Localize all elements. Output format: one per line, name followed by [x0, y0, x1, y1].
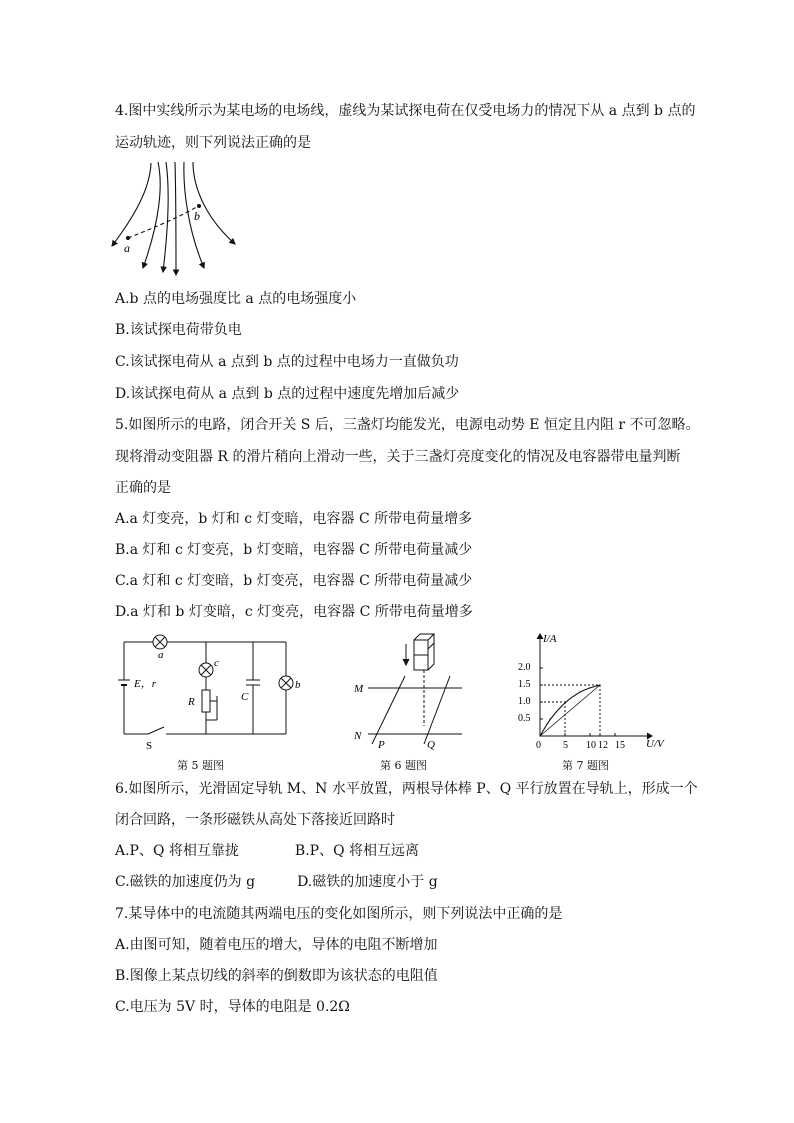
y-axis-label: I/A	[543, 633, 557, 645]
y-tick-label: 1.0	[518, 696, 531, 707]
q7-option-a: A.由图可知，随着电压的增大，导体的电阻不断增加	[115, 937, 438, 953]
label-p: P	[378, 739, 385, 751]
q5-stem-line-3: 正确的是	[115, 480, 171, 496]
fig7-caption: 第 7 题图	[562, 759, 609, 772]
switch-s	[148, 727, 164, 734]
label-capacitor: C	[241, 691, 249, 703]
data-point	[539, 735, 540, 736]
q6-stem-line-1: 6.如图所示，光滑固定导轨 M、N 水平放置，两根导体棒 P、Q 平行放置在导轨上，形成一个	[115, 781, 698, 797]
label-m: M	[354, 683, 364, 695]
q4-option-b: B.该试探电荷带负电	[115, 322, 242, 338]
label-e-r: E，r	[134, 678, 156, 690]
x-tick-label: 5	[563, 740, 568, 751]
q7-stem: 7.某导体中的电流随其两端电压的变化如图所示，则下列说法中正确的是	[115, 906, 563, 922]
q5-option-b: B.a 灯和 c 灯变亮，b 灯变暗，电容器 C 所带电荷量减少	[115, 542, 473, 558]
field-line	[143, 162, 160, 268]
field-line	[112, 163, 151, 246]
label-n: N	[354, 730, 362, 742]
label-a: a	[158, 649, 164, 661]
q4-option-a: A.b 点的电场强度比 a 点的电场强度小	[115, 291, 357, 307]
data-point	[589, 687, 590, 688]
q5-stem-line-2: 现将滑动变阻器 R 的滑片稍向上滑动一些，关于三盏灯亮度变化的情况及电容器带电量判断	[115, 449, 681, 465]
q5-option-c: C.a 灯和 c 灯变暗，b 灯变亮，电容器 C 所带电荷量减少	[115, 573, 473, 589]
q4-option-c: C.该试探电荷从 a 点到 b 点的过程中电场力一直做负功	[115, 354, 459, 370]
fig5-caption: 第 5 题图	[177, 759, 224, 772]
x-tick-label: 15	[615, 740, 625, 751]
q7-option-c: C.电压为 5V 时，导体的电阻是 0.2Ω	[115, 999, 350, 1015]
label-b: b	[295, 679, 301, 691]
data-point	[599, 684, 600, 685]
q6-options-ab: A.P、Q 将相互靠拢 B.P、Q 将相互远离	[115, 843, 419, 859]
x-tick-label: 10	[586, 740, 596, 751]
q5-option-a: A.a 灯变亮，b 灯和 c 灯变暗，电容器 C 所带电荷量增多	[115, 511, 473, 527]
field-line	[193, 162, 235, 244]
fig5-circuit	[108, 628, 301, 753]
label-switch: S	[146, 740, 153, 752]
q4-field-lines-figure	[108, 160, 243, 280]
data-point	[579, 691, 580, 692]
point-a	[126, 236, 130, 240]
q5-option-d: D.a 灯和 b 灯变暗，c 灯变亮，电容器 C 所带电荷量增多	[115, 604, 473, 620]
data-point	[549, 718, 550, 719]
fig6-caption: 第 6 题图	[380, 759, 427, 772]
fig7-iu-chart	[510, 630, 670, 752]
chord-line	[540, 685, 600, 736]
q4-stem-line-2: 运动轨迹，则下列说法正确的是	[115, 135, 311, 151]
rheostat-r	[202, 690, 210, 712]
q7-option-b: B.图像上某点切线的斜率的倒数即为该状态的电阻值	[115, 968, 438, 984]
field-line	[163, 162, 168, 272]
q6-options-cd: C.磁铁的加速度仍为 g D.磁铁的加速度小于 g	[115, 874, 438, 890]
point-b	[197, 204, 201, 208]
q6-stem-line-2: 闭合回路，一条形磁铁从高处下落接近回路时	[115, 812, 395, 828]
y-tick-label: 0.5	[518, 713, 531, 724]
label-c: c	[214, 657, 219, 669]
data-point	[564, 701, 565, 702]
label-b: b	[194, 209, 200, 223]
q4-option-d: D.该试探电荷从 a 点到 b 点的过程中速度先增加后减少	[115, 386, 460, 402]
label-a: a	[124, 241, 130, 255]
q4-stem-line-1: 4.图中实线所示为某电场的电场线，虚线为某试探电荷在仅受电场力的情况下从 a 点到 b 点的	[115, 103, 696, 119]
label-q: Q	[427, 739, 435, 751]
origin-label: 0	[536, 740, 541, 751]
q5-stem-line-1: 5.如图所示的电路，闭合开关 S 后，三盏灯均能发光，电源电动势 E 恒定且内阻 r 不可忽略。	[115, 417, 700, 433]
fig6-rails-magnet	[350, 628, 470, 753]
x-axis-label: U/V	[646, 738, 664, 750]
y-tick-label: 2.0	[518, 662, 531, 673]
y-tick-label: 1.5	[518, 679, 531, 690]
label-r: R	[188, 696, 195, 708]
x-tick-label: 12	[598, 740, 608, 751]
